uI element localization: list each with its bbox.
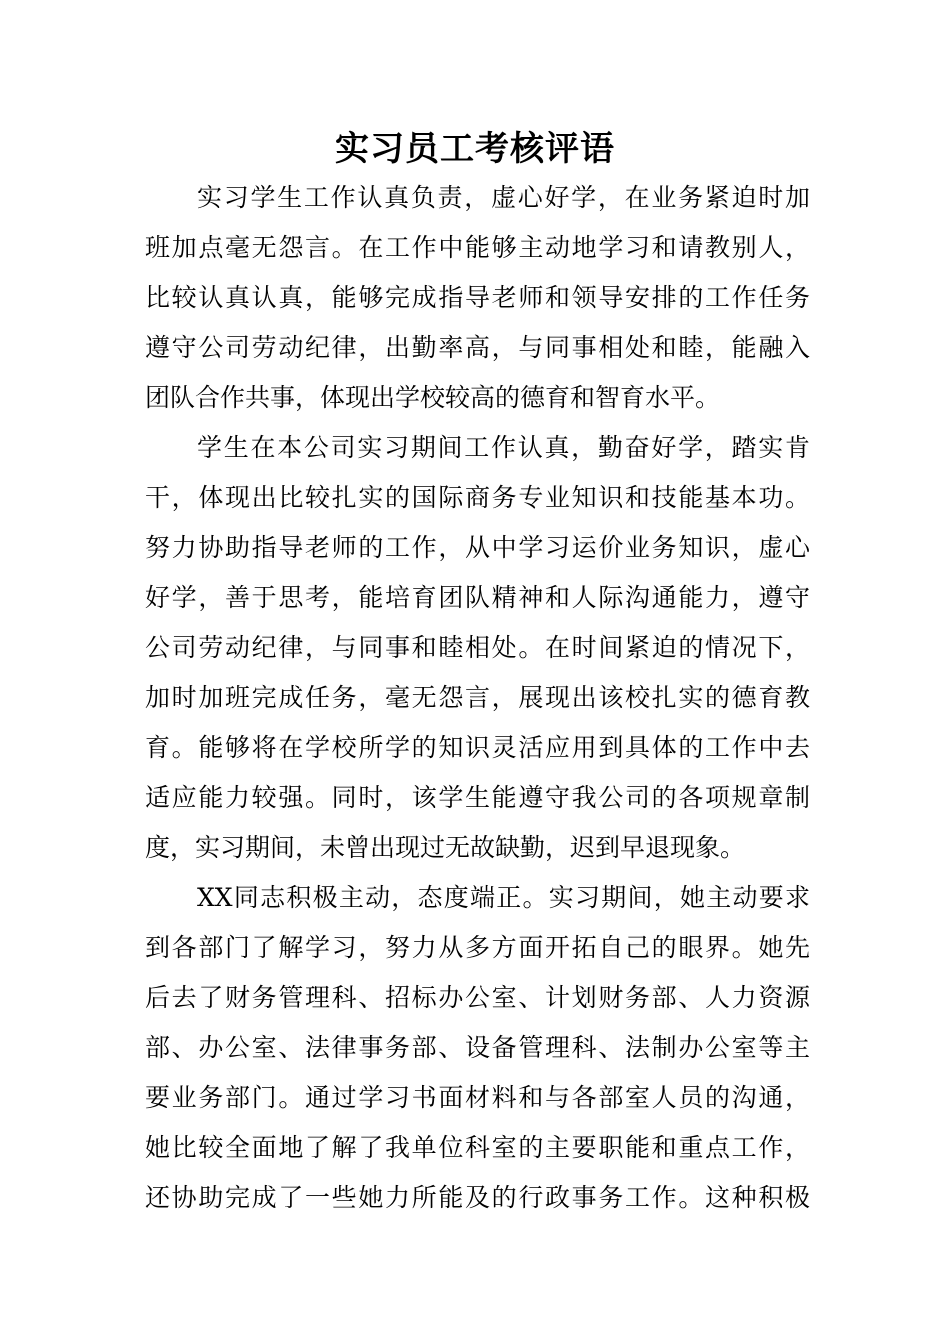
paragraph-3-line-2: 到各部门了解学习，努力从多方面开拓自己的眼界。她先: [145, 933, 810, 962]
paragraph-2-line-6: 加时加班完成任务，毫无怨言，展现出该校扎实的德育教: [145, 683, 810, 712]
paragraph-2-line-4: 好学，善于思考，能培育团队精神和人际沟通能力，遵守: [145, 583, 810, 612]
paragraph-3-line-7: 还协助完成了一些她力所能及的行政事务工作。这种积极: [145, 1183, 810, 1212]
paragraph-2-line-2: 干，体现出比较扎实的国际商务专业知识和技能基本功。: [145, 483, 810, 512]
paragraph-1-line-2: 班加点毫无怨言。在工作中能够主动地学习和请教别人，: [145, 233, 810, 262]
paragraph-2-line-9: 度，实习期间，未曾出现过无故缺勤，迟到早退现象。: [145, 833, 746, 862]
paragraph-2-line-3: 努力协助指导老师的工作，从中学习运价业务知识，虚心: [145, 533, 810, 562]
paragraph-1-line-5: 团队合作共事，体现出学校较高的德育和智育水平。: [145, 383, 721, 412]
paragraph-2-line-8: 适应能力较强。同时，该学生能遵守我公司的各项规章制: [145, 783, 810, 812]
paragraph-3-line-6: 她比较全面地了解了我单位科室的主要职能和重点工作，: [145, 1133, 810, 1162]
page-title: 实习员工考核评语: [335, 129, 615, 169]
paragraph-2-line-1: 学生在本公司实习期间工作认真，勤奋好学，踏实肯: [197, 433, 810, 462]
paragraph-3-line-4: 部、办公室、法律事务部、设备管理科、法制办公室等主: [145, 1033, 810, 1062]
paragraph-1-line-4: 遵守公司劳动纪律，出勤率高，与同事相处和睦，能融入: [145, 333, 810, 362]
paragraph-1-line-3: 比较认真认真，能够完成指导老师和领导安排的工作任务: [145, 283, 810, 312]
paragraph-2-line-5: 公司劳动纪律，与同事和睦相处。在时间紧迫的情况下，: [145, 633, 810, 662]
paragraph-3-line-3: 后去了财务管理科、招标办公室、计划财务部、人力资源: [145, 983, 810, 1012]
paragraph-3-line-1: XX同志积极主动，态度端正。实习期间，她主动要求: [197, 883, 810, 912]
document-body: [145, 173, 810, 1223]
paragraph-1-line-1: 实习学生工作认真负责，虚心好学，在业务紧迫时加: [197, 183, 810, 212]
paragraph-2-line-7: 育。能够将在学校所学的知识灵活应用到具体的工作中去: [145, 733, 810, 762]
paragraph-3-line-5: 要业务部门。通过学习书面材料和与各部室人员的沟通，: [145, 1083, 810, 1112]
